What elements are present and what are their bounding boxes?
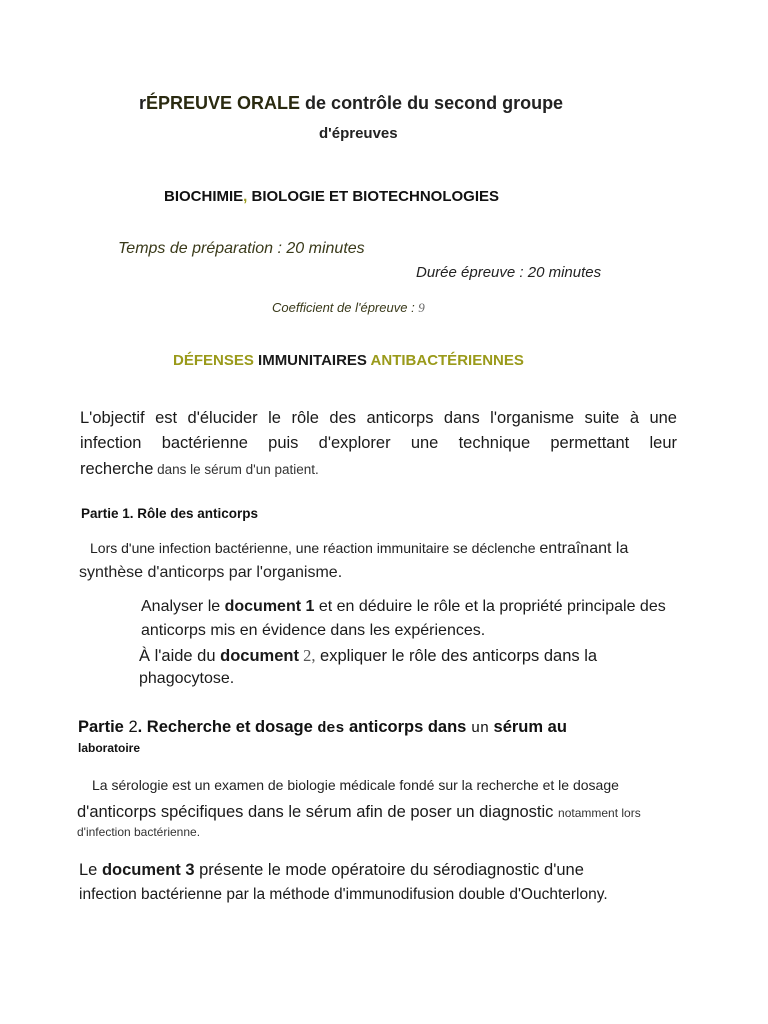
document-1-ref: document 1 bbox=[224, 598, 315, 615]
question-1-line-2: anticorps mis en évidence dans les expériences. bbox=[141, 622, 486, 639]
question-2-post: expliquer le rôle des anticorps dans la bbox=[315, 647, 598, 665]
part2-paragraph-line-3: d'infection bactérienne. bbox=[77, 825, 201, 839]
part1-p1b: entraînant la bbox=[539, 540, 629, 557]
subject-title bbox=[164, 188, 499, 205]
prep-time: Temps de préparation : 20 minutes bbox=[118, 240, 365, 257]
question-1 bbox=[141, 598, 666, 616]
part1-paragraph-line-2: synthèse d'anticorps par l'organisme. bbox=[79, 564, 343, 581]
question-2-num: 2, bbox=[298, 646, 316, 665]
subject-rest: BIOLOGIE ET BIOTECHNOLOGIES bbox=[247, 188, 500, 205]
part2-paragraph-line-1: La sérologie est un examen de biologie médicale fondé sur la recherche et le dosage bbox=[92, 777, 619, 793]
coefficient-label: Coefficient de l'épreuve : bbox=[272, 300, 419, 315]
title-prefix: r bbox=[139, 93, 147, 113]
exam-duration: Durée épreuve : 20 minutes bbox=[416, 264, 602, 281]
subject-biochimie: BIOCHIMIE bbox=[164, 188, 244, 205]
question-1-pre: Analyser le bbox=[141, 598, 225, 615]
document-3-pre: Le bbox=[79, 861, 102, 879]
document-3-ref: document 3 bbox=[101, 861, 195, 879]
title-bold: ÉPREUVE ORALE bbox=[146, 93, 301, 113]
page-title bbox=[139, 93, 563, 114]
question-2-line-2: phagocytose. bbox=[139, 670, 235, 687]
part1-p1a: Lors d'une infection bactérienne, une réaction immunitaire se déclenche bbox=[90, 540, 540, 556]
page-title-line2: d'épreuves bbox=[319, 125, 398, 142]
intro-line-3-rest: dans le sérum d'un patient. bbox=[153, 462, 319, 477]
coefficient-value: 9 bbox=[418, 300, 425, 315]
part2-heading bbox=[78, 718, 567, 737]
part1-heading: Partie 1. Rôle des anticorps bbox=[81, 506, 259, 521]
part2-heading-line-2: laboratoire bbox=[78, 741, 141, 755]
intro-recherche: recherche bbox=[80, 460, 154, 478]
document-3-intro bbox=[79, 861, 584, 880]
part2-paragraph-line-2 bbox=[77, 803, 641, 822]
part2-p2a: d'anticorps spécifiques dans le sérum afin de poser un diagnostic bbox=[77, 803, 559, 821]
intro-line-2: infection bactérienne puis d'explorer une technique permettant leur bbox=[80, 434, 677, 452]
theme-title bbox=[173, 352, 524, 369]
title-rest: de contrôle du second groupe bbox=[300, 93, 564, 113]
part2-h-un: un bbox=[470, 720, 489, 737]
part2-h-a: Partie bbox=[78, 718, 129, 736]
part2-h-num: 2 bbox=[128, 718, 138, 736]
theme-word-antibacteriennes: ANTIBACTÉRIENNES bbox=[370, 352, 524, 369]
intro-line-3 bbox=[80, 460, 319, 479]
part2-h-b: . Recherche et dosage bbox=[137, 718, 318, 736]
coefficient bbox=[272, 300, 425, 316]
part2-h-c: anticorps dans bbox=[344, 718, 471, 736]
theme-word-defenses: DÉFENSES bbox=[173, 352, 254, 369]
part2-p2b: notamment lors bbox=[558, 806, 641, 820]
subject-comma: , bbox=[243, 188, 248, 205]
question-2 bbox=[139, 646, 597, 666]
document-3-post: présente le mode opératoire du sérodiagnostic d'une bbox=[194, 861, 584, 879]
intro-line-1: L'objectif est d'élucider le rôle des anticorps dans l'organisme suite à une bbox=[80, 409, 677, 427]
question-2-pre: À l'aide du bbox=[139, 647, 221, 665]
theme-word-immunitaires: IMMUNITAIRES bbox=[253, 352, 371, 369]
part1-paragraph-line-1 bbox=[90, 540, 628, 558]
part2-h-d: sérum au bbox=[488, 718, 567, 736]
document-2-ref: document bbox=[220, 647, 299, 665]
document-3-intro-line-2: infection bactérienne par la méthode d'immunodifusion double d'Ouchterlony. bbox=[79, 886, 608, 903]
question-1-post: et en déduire le rôle et la propriété principale des bbox=[314, 598, 666, 615]
part2-h-des: des bbox=[317, 720, 345, 737]
